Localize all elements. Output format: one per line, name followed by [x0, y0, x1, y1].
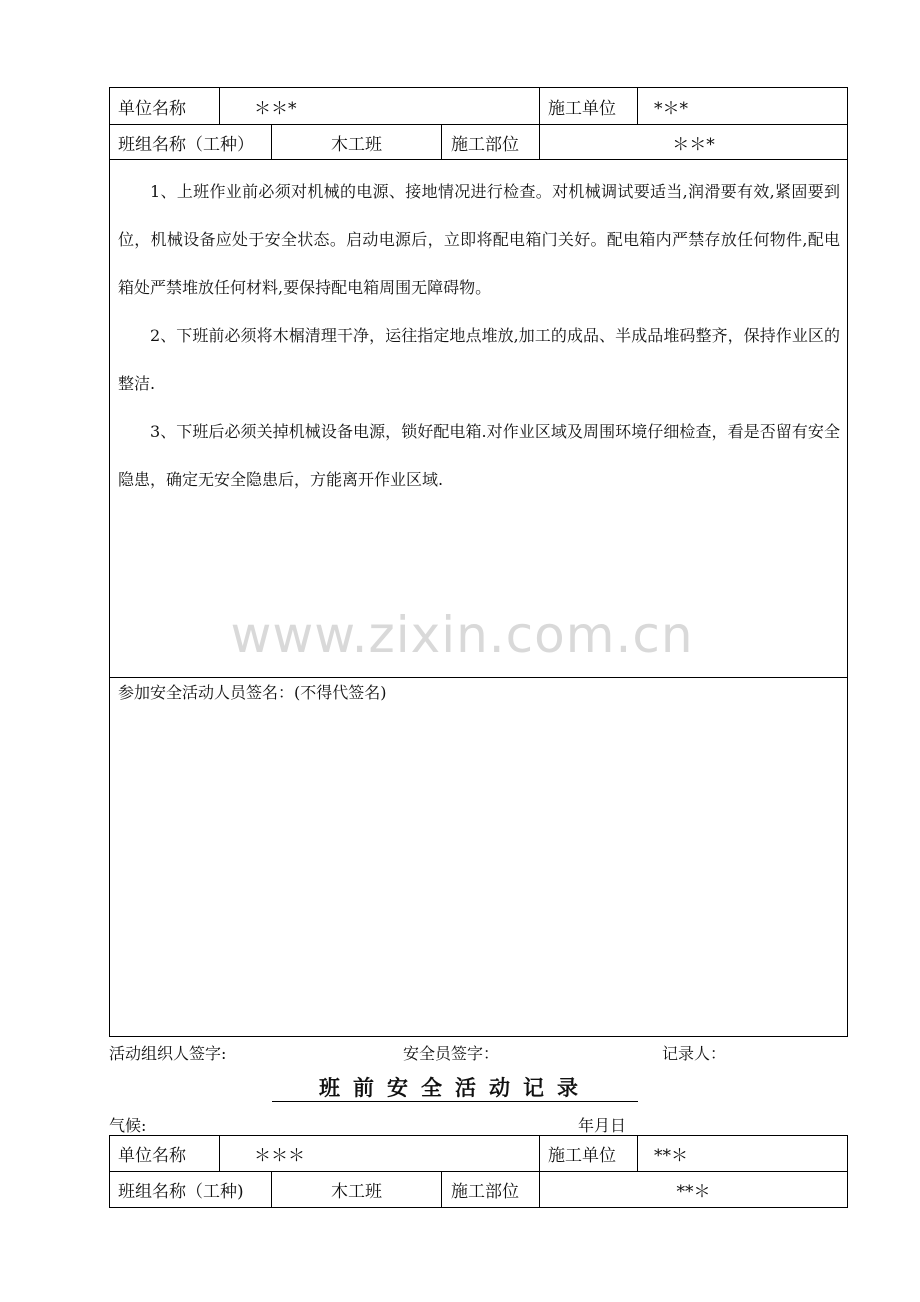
construction-site-label-2: 施工部位	[451, 1182, 519, 1202]
record-title: 班前安全活动记录	[272, 1072, 638, 1102]
unit-name-label-2: 单位名称	[118, 1146, 186, 1166]
content-item-2: 2、下班前必须将木榍清理干净，运往指定地点堆放,加工的成品、半成品堆码整齐，保持作业区的整洁.	[118, 326, 840, 393]
recorder-label: 记录人：	[662, 1044, 727, 1063]
unit-name-value: ＊＊*	[254, 98, 297, 119]
construction-unit-label: 施工单位	[548, 98, 616, 119]
construction-unit-value-2: **＊	[654, 1146, 688, 1166]
safety-officer-signature-label: 安全员签字：	[403, 1044, 500, 1063]
team-name-label-2: 班组名称（工种)	[118, 1182, 244, 1202]
participant-signature-label: 参加安全活动人员签名：(不得代签名)	[118, 683, 387, 702]
content-item-1: 1、上班作业前必须对机械的电源、接地情况进行检查。对机械调试要适当,润滑要有效,紧固要到位，机械设备应处于安全状态。启动电源后，立即将配电箱门关好。配电箱内严禁存放任何物件,配电箱处严禁堆放任何材料,要保持配电箱周围无障碍物。	[118, 182, 840, 297]
construction-unit-label-2: 施工单位	[548, 1146, 616, 1166]
watermark: www.zixin.com.cn	[230, 606, 694, 664]
team-name-label: 班组名称（工种）	[118, 134, 254, 155]
construction-site-label: 施工部位	[451, 134, 519, 155]
team-name-value: 木工班	[331, 134, 382, 155]
weather-label: 气候:	[109, 1116, 147, 1135]
organizer-signature-label: 活动组织人签字:	[109, 1044, 227, 1063]
content-item-3: 3、下班后必须关掉机械设备电源，锁好配电箱.对作业区域及周围环境仔细检查，看是否留有安全隐患，确定无安全隐患后，方能离开作业区域.	[118, 422, 840, 489]
construction-site-value: ＊＊*	[672, 134, 715, 155]
date-label: 年月日	[578, 1116, 627, 1135]
team-name-value-2: 木工班	[331, 1182, 382, 1202]
activity-content	[118, 168, 840, 504]
unit-name-label: 单位名称	[118, 98, 186, 119]
construction-site-value-2: **＊	[676, 1182, 711, 1202]
construction-unit-value: *＊*	[654, 98, 688, 119]
unit-name-value-2: ＊＊＊	[254, 1146, 305, 1166]
